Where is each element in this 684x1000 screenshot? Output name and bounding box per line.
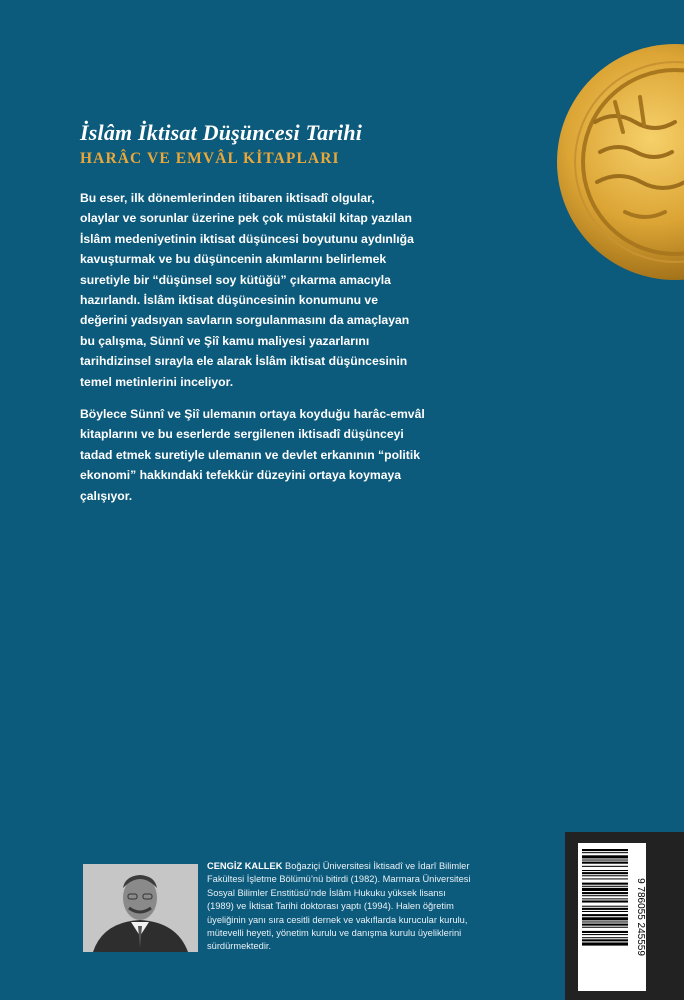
author-bio-text: Boğaziçi Üniversitesi İktisadî ve İdarî Bilimler [285,861,470,871]
barcode-bar [582,849,628,851]
author-portrait-icon [83,864,198,952]
book-description [80,188,425,518]
author-name: CENGİZ KALLEK [207,861,283,871]
barcode-bar [582,860,628,861]
text-line: değerini yadsıyan savların sorgulanmasını da amaçlayan [80,313,410,328]
barcode-bar [582,900,628,902]
barcode-bar [582,917,628,920]
isbn-barcode [578,843,646,991]
barcode-bar [582,892,628,894]
book-title: İslâm İktisat Düşüncesi Tarihi [80,120,363,145]
barcode-bar [582,886,628,887]
text-line: ekonomi” hakkındaki tefekkür düzeyini ortaya koymaya [80,468,402,483]
text-line: kitaplarını ve bu eserlerde sergilenen iktisadî düşünceyi [80,427,404,442]
text-line: tarihdizinsel sırayla ele alarak İslâm iktisat düşüncesinin [80,354,408,369]
barcode-bar [582,924,628,926]
barcode-bar [582,942,628,945]
barcode-bar [582,911,628,912]
text-line: olaylar ve sorunlar üzerine pek çok müstakil kitap yazılan [80,211,412,226]
barcode-bar [582,888,628,891]
author-bio [207,860,507,954]
author-bio-line: Sosyal Bilimler Enstitüsü’nde İslâm Hukuku yüksek lisansı [207,887,446,898]
barcode-bar [582,937,628,938]
author-bio-line: üyeliğinin yanı sıra cesitli dernek ve vakıflarda kurucular kurulu, [207,914,468,925]
barcode-bar [582,852,628,853]
text-line: Bu eser, ilk dönemlerinden itibaren iktisadî olgular, [80,191,375,205]
barcode-bar [582,883,628,885]
text-line: tadad etmek suretiyle ulemanın ve devlet erkanının “politik [80,447,421,462]
barcode-icon [578,843,646,991]
gold-coin-image [555,42,684,282]
barcode-bar [582,855,628,858]
barcode-number: 9 786055 245559 [635,878,646,956]
barcode-bar [582,878,628,879]
text-line: çalışıyor. [80,488,133,503]
barcode-bar [582,927,628,928]
description-paragraph-1 [80,188,420,392]
description-paragraph-2 [80,404,425,506]
author-photo [83,864,198,952]
text-line: bu çalışma, Sünnî ve Şiî kamu maliyesi yazarlarını [80,333,370,348]
barcode-bar [582,872,628,874]
barcode-bar [582,908,628,910]
barcode-bar [582,921,628,922]
book-subtitle: HARÂC VE EMVÂL KİTAPLARI [80,150,340,167]
barcode-bar [582,875,628,876]
barcode-bar [582,862,628,864]
author-bio-line [207,860,507,873]
author-bio-line: (1989) ve İktisat Tarihi doktorası yaptı (1994). Halen öğretim [207,901,454,912]
barcode-bar [582,866,628,867]
text-line: suretiyle bir “düşünsel soy kütüğü” çıkarma amacıyla [80,272,391,287]
text-line: Böylece Sünnî ve Şiî ulemanın ortaya koyduğu harâc-emvâl [80,407,425,422]
barcode-bar [582,870,628,871]
author-bio-line: sürdürmektedir. [207,941,272,952]
author-bio-line: Fakültesi İşletme Bölümü’nü bitirdi (1982). Marmara Üniversitesi [207,874,471,885]
author-bio-line: mütevelli heyeti, yönetim kurulu ve danışma kurulu üyeliklerini [207,928,462,939]
text-line: kavuşturmak ve bu düşüncenin akımlarını belirlemek [80,252,387,267]
barcode-bar [582,939,628,941]
barcode-bar [582,898,628,899]
text-line: İslâm medeniyetinin iktisat düşüncesi boyutunu aydınlığa [80,231,414,246]
barcode-bar [582,906,628,907]
barcode-bar [582,895,628,896]
barcode-bar [582,931,628,933]
text-line: temel metinlerini inceliyor. [80,374,234,389]
text-line: hazırlandı. İslâm iktisat düşüncesinin konumunu ve [80,293,378,308]
barcode-bar [582,914,628,916]
barcode-bar [582,934,628,935]
